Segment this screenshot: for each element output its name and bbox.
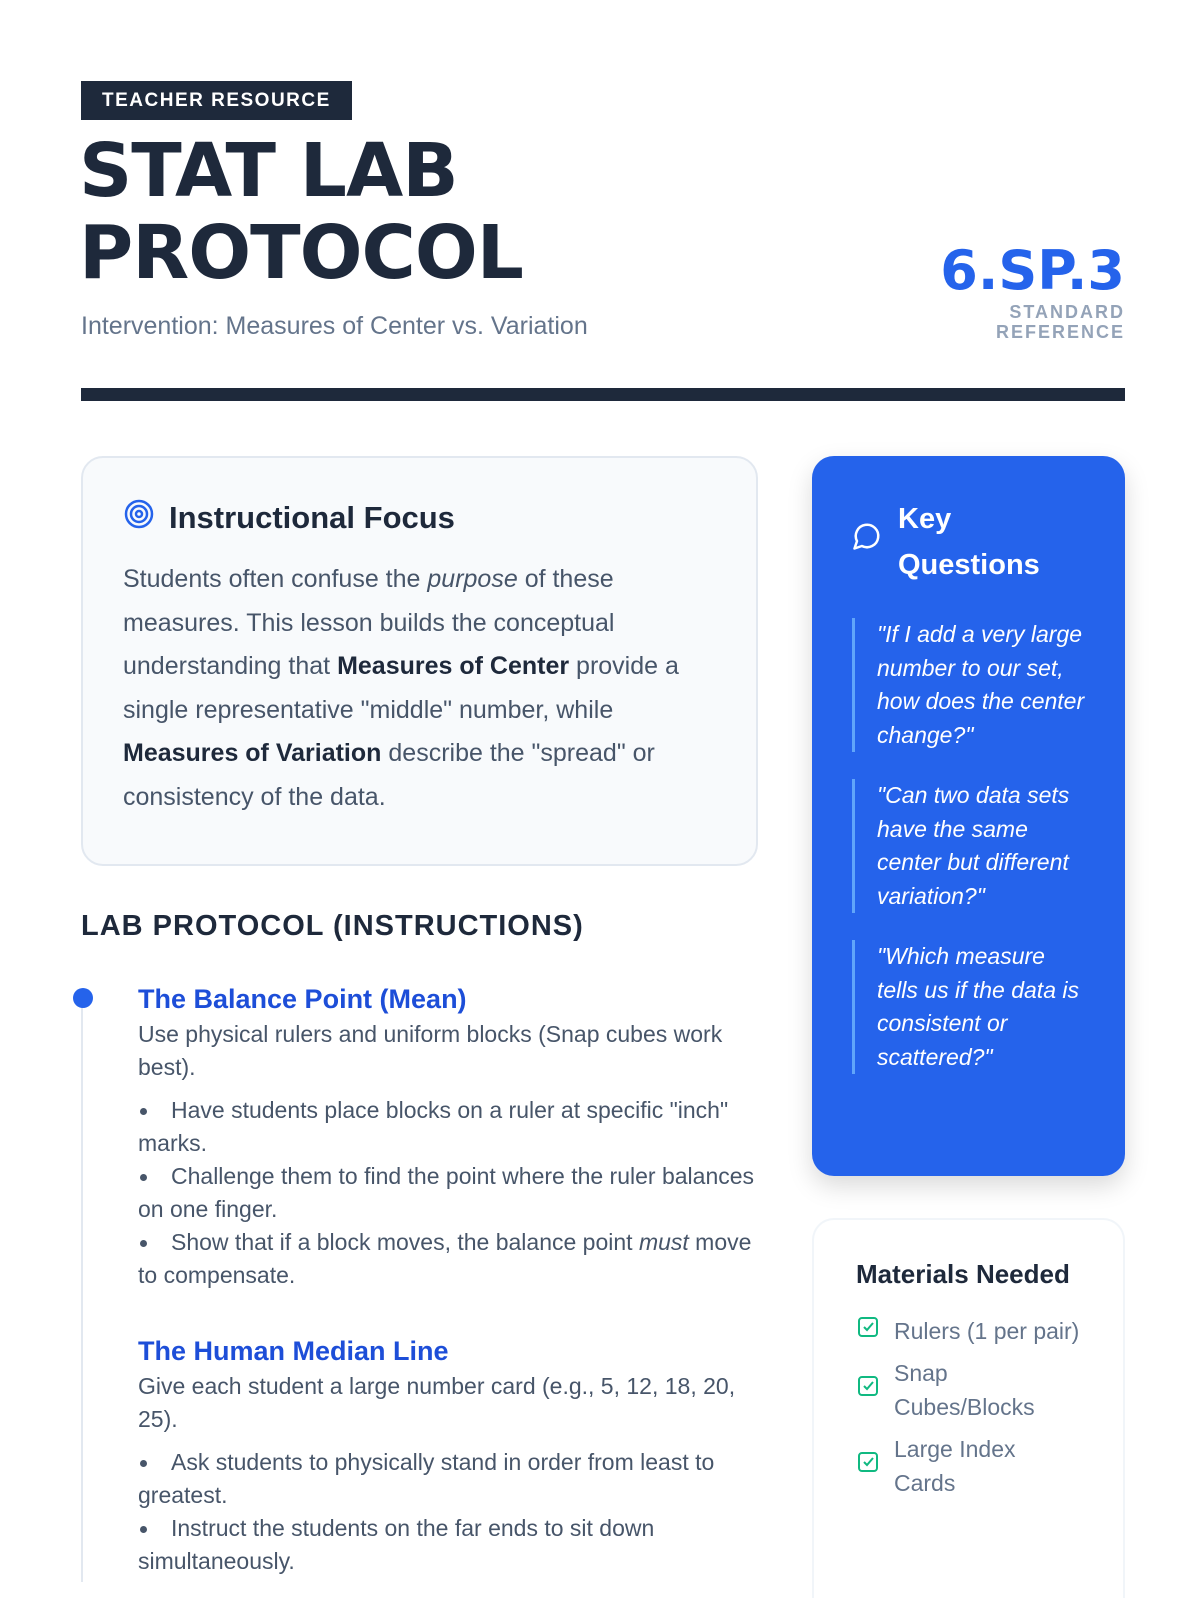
materials-card (812, 1218, 1125, 1598)
key-question: "Can two data sets have the same center but different variation?" (852, 779, 1085, 913)
standard-code: 6.SP.3 (940, 239, 1125, 302)
key-question: "Which measure tells us if the data is consistent or scattered?" (852, 940, 1085, 1074)
timeline-line (81, 992, 83, 1582)
focus-text: Students often confuse the purpose of these measures. This lesson builds the conceptual understanding that Measures of Center provide a single representative "middle" number, while Measures of Variation describe the "spread" or consistency of the data. (123, 565, 679, 811)
protocol-heading: LAB PROTOCOL (INSTRUCTIONS) (81, 910, 584, 942)
step-title: The Balance Point (Mean) (138, 984, 467, 1014)
step-bullet: Challenge them to find the point where the ruler balances on one finger. (138, 1160, 761, 1226)
material-label: Large Index Cards (894, 1436, 1016, 1496)
material-label: Snap Cubes/Blocks (894, 1360, 1035, 1420)
chat-bubble-icon (852, 519, 882, 565)
step-bullet: Ask students to physically stand in order from least to greatest. (138, 1446, 761, 1512)
target-icon (123, 498, 155, 538)
title-line-2: PROTOCOL (79, 210, 523, 296)
protocol-timeline (81, 980, 761, 1618)
step-bullet: Show that if a block moves, the balance point must move to compensate. (138, 1226, 761, 1292)
step-bullet: Instruct the students on the far ends to sit down simultaneously. (138, 1512, 761, 1578)
key-questions-title: Key Questions (898, 503, 1040, 581)
checkbox-checked-icon (856, 1449, 880, 1483)
checkbox-checked-icon (856, 1314, 880, 1348)
step-bullet: Have students place blocks on a ruler at specific "inch" marks. (138, 1094, 761, 1160)
material-item (856, 1314, 1081, 1348)
instructional-focus-card (81, 456, 758, 866)
step-title: The Human Median Line (138, 1336, 449, 1366)
materials-title: Materials Needed (856, 1259, 1070, 1289)
page-title (79, 130, 523, 294)
checkbox-checked-icon (856, 1373, 880, 1407)
header-divider (81, 388, 1125, 401)
resource-badge: TEACHER RESOURCE (81, 81, 352, 120)
key-question: "If I add a very large number to our set, how does the center change?" (852, 618, 1085, 752)
key-questions-card (812, 456, 1125, 1176)
focus-title: Instructional Focus (169, 500, 455, 535)
material-item (856, 1432, 1081, 1500)
material-item (856, 1356, 1081, 1424)
material-label: Rulers (1 per pair) (894, 1318, 1080, 1344)
standard-label: STANDARD REFERENCE (995, 302, 1125, 342)
step-description: Use physical rulers and uniform blocks (Snap cubes work best). (138, 1021, 723, 1080)
page-subtitle: Intervention: Measures of Center vs. Variation (81, 312, 588, 340)
protocol-step (81, 1332, 761, 1578)
title-line-1: STAT LAB (79, 128, 458, 214)
protocol-step (81, 980, 761, 1292)
step-description: Give each student a large number card (e.g., 5, 12, 18, 20, 25). (138, 1373, 736, 1432)
standard-reference (940, 240, 1125, 342)
timeline-dot (73, 988, 93, 1008)
